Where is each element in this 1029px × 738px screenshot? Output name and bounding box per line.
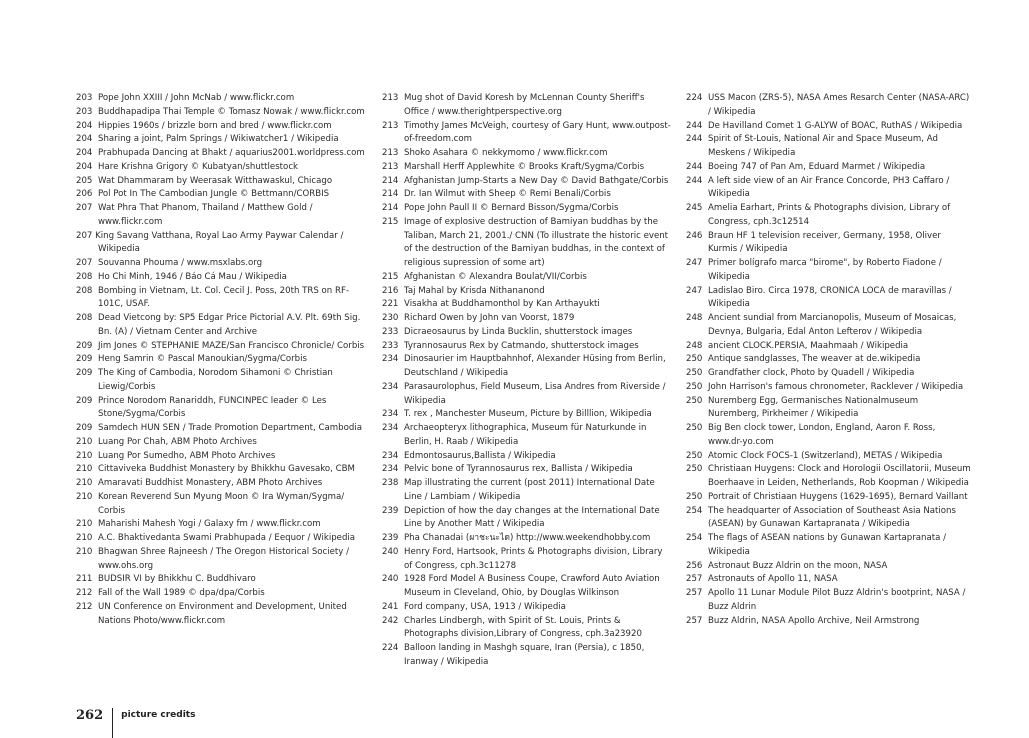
page-ref: 234 <box>382 381 399 392</box>
page-ref: 244 <box>686 175 703 186</box>
credit-entry <box>382 175 672 189</box>
credit-text: Edmontosaurus,Ballista / Wikipedia <box>404 450 556 461</box>
page-ref: 250 <box>686 423 703 433</box>
credit-entry <box>686 120 971 134</box>
credit-text: Dr. Ian Wilmut with Sheep © Remi Benali/Corbis <box>404 189 611 200</box>
credit-entry <box>686 381 971 395</box>
credit-text: Marshall Herff Applewhite © Brooks Kraft/Sygma/Corbis <box>404 161 645 172</box>
page-ref: 204 <box>76 161 93 172</box>
page-ref: 213 <box>382 148 399 158</box>
credit-entry <box>686 312 971 340</box>
credit-entry <box>76 147 366 161</box>
credit-text: Braun HF 1 television receiver, Germany, 1958, Oliver Kurmis / Wikipedia <box>708 230 941 255</box>
page-ref: 256 <box>686 560 703 571</box>
credit-text: Astronauts of Apollo 11, NASA <box>708 574 838 585</box>
credit-text: Ancient sundial from Marcianopolis, Museum of Mosaicas, Devnya, Bulgaria, Edal Anton Lefterov / Wikipedia <box>708 313 957 337</box>
credit-entry <box>686 92 971 120</box>
credit-entry <box>76 230 366 258</box>
credit-text: Dinosaurier im Hauptbahnhof, Alexander Hüsing from Berlin, Deutschland / Wikipedia <box>404 354 666 378</box>
credit-text: A left side view of an Air France Concorde, PH3 Caffaro / Wikipedia <box>708 175 950 200</box>
page-ref: 204 <box>76 148 93 158</box>
credit-entry <box>76 120 366 134</box>
credit-text: Nuremberg Egg, Germanisches Nationalmuseum Nuremberg, Pirkheimer / Wikipedia <box>708 395 919 420</box>
credit-text: John Harrison's famous chronometer, Racklever / Wikipedia <box>708 381 964 392</box>
credit-entry <box>76 133 366 147</box>
credit-entry <box>382 450 672 464</box>
credit-text: King Savang Vatthana, Royal Lao Army Paywar Calendar / Wikipedia <box>95 230 344 255</box>
credit-text: Sharing a joint, Palm Springs / Wikiwatcher1 / Wikipedia <box>98 134 339 145</box>
page-ref: 209 <box>76 395 93 406</box>
credit-entry <box>686 532 971 560</box>
credit-text: A.C. Bhaktivedanta Swami Prabhupada / Eequor / Wikipedia <box>98 533 356 543</box>
page-ref: 208 <box>76 285 93 296</box>
credit-text: Buzz Aldrin, NASA Apollo Archive, Neil Armstrong <box>708 615 920 626</box>
credit-entry <box>686 587 971 615</box>
page-ref: 214 <box>382 203 399 213</box>
credit-entry <box>382 477 672 505</box>
credit-entry <box>76 532 366 546</box>
page-ref: 203 <box>76 93 93 103</box>
credit-text: Pha Chanadai (ผาชะนะได) http://www.weekendhobby.com <box>404 533 651 543</box>
credit-text: Mug shot of David Koresh by McLennan County Sheriff's Office / www.therightperspective.org <box>404 93 645 117</box>
page-ref: 212 <box>76 588 93 598</box>
credit-entry <box>76 92 366 106</box>
credit-text: Depiction of how the day changes at the International Date Line by Another Matt / Wikipedia <box>404 505 660 530</box>
credit-entry <box>382 532 672 546</box>
page-ref: 250 <box>686 491 703 502</box>
credit-text: Pol Pot In The Cambodian Jungle © Bettmann/CORBIS <box>98 189 330 200</box>
credit-entry <box>382 573 672 601</box>
page-ref: 250 <box>686 368 703 378</box>
credit-entry <box>686 353 971 367</box>
credit-entry <box>382 147 672 161</box>
credit-text: UN Conference on Environment and Development, United Nations Photo/www.flickr.com <box>98 601 347 626</box>
credit-entry <box>76 546 366 574</box>
page-ref: 234 <box>382 464 399 475</box>
credits-column-3 <box>686 92 971 628</box>
page-ref: 215 <box>382 216 399 227</box>
credit-entry <box>686 463 971 491</box>
credit-text: Buddhapadipa Thai Temple © Tomasz Nowak / www.flickr.com <box>98 106 365 117</box>
credit-entry <box>382 326 672 340</box>
credits-column-2 <box>382 92 672 670</box>
credit-text: Map illustrating the current (post 2011) International Date Line / Lambiam / Wikipedia <box>404 478 655 502</box>
credit-entry <box>76 202 366 230</box>
credit-entry <box>382 408 672 422</box>
credit-entry <box>76 422 366 436</box>
page-ref: 210 <box>76 533 93 543</box>
credit-entry <box>686 175 971 203</box>
credit-text: Cittaviveka Buddhist Monastery by Bhikkhu Gavesako, CBM <box>98 464 355 475</box>
credit-entry <box>686 367 971 381</box>
credit-text: Wat Dhammaram by Weerasak Witthawaskul, Chicago <box>98 175 333 186</box>
credit-entry <box>382 216 672 271</box>
credit-entry <box>382 463 672 477</box>
page-ref: 257 <box>686 588 703 598</box>
page-ref: 257 <box>686 574 703 585</box>
page-ref: 210 <box>76 478 93 488</box>
credit-text: Pope John XXIII / John McNab / www.flickr.com <box>98 93 295 103</box>
credit-text: Fall of the Wall 1989 © dpa/dpa/Corbis <box>98 588 265 598</box>
page-ref: 238 <box>382 478 399 488</box>
credit-text: Afghanistan Jump-Starts a New Day © David Bathgate/Corbis <box>404 175 669 186</box>
page-ref: 234 <box>382 354 399 365</box>
credit-entry <box>76 353 366 367</box>
page-ref: 209 <box>76 340 93 351</box>
credit-text: USS Macon (ZRS-5), NASA Ames Resarch Center (NASA-ARC) / Wikipedia <box>708 93 970 117</box>
credit-entry <box>76 463 366 477</box>
credit-entry <box>382 601 672 615</box>
credit-entry <box>76 312 366 340</box>
credit-entry <box>686 422 971 450</box>
page-ref: 204 <box>76 120 93 131</box>
credit-text: Samdech HUN SEN / Trade Promotion Department, Cambodia <box>98 423 362 433</box>
page-ref: 210 <box>76 436 93 447</box>
page-ref: 250 <box>686 450 703 461</box>
credit-entry <box>686 560 971 574</box>
page-ref: 247 <box>686 285 703 296</box>
credit-entry <box>382 353 672 381</box>
credit-text: Korean Reverend Sun Myung Moon © Ira Wyman/Sygma/ Corbis <box>98 491 345 516</box>
credit-entry <box>382 340 672 354</box>
credit-text: Tyrannosaurus Rex by Catmando, shutterstock images <box>404 340 639 351</box>
page-ref: 205 <box>76 175 93 186</box>
page-ref: 239 <box>382 505 399 516</box>
credit-entry <box>76 436 366 450</box>
credit-text: Prince Norodom Ranariddh, FUNCINPEC leader © Les Stone/Sygma/Corbis <box>98 395 327 420</box>
credit-text: Dicraeosaurus by Linda Bucklin, shutterstock images <box>404 326 633 337</box>
page-ref: 210 <box>76 450 93 461</box>
page-ref: 208 <box>76 313 93 323</box>
credit-text: Spirit of St-Louis, National Air and Space Museum, Ad Meskens / Wikipedia <box>708 134 938 158</box>
credit-entry <box>686 615 971 629</box>
page-ref: 234 <box>382 423 399 433</box>
credit-entry <box>76 285 366 313</box>
credit-entry <box>686 395 971 423</box>
credit-text: Grandfather clock, Photo by Quadell / Wikipedia <box>708 368 915 378</box>
page-ref: 210 <box>76 519 93 530</box>
page-ref: 234 <box>382 450 399 461</box>
page-ref: 244 <box>686 134 703 145</box>
page-number: 262 <box>76 707 104 723</box>
page-ref: 207 <box>76 258 93 268</box>
credit-entry <box>76 587 366 601</box>
credit-text: Dead Vietcong by: SP5 Edgar Price Pictorial A.V. Plt. 69th Sig. Bn. (A) / Vietnam Center and Archive <box>98 313 361 337</box>
credit-text: Prabhupada Dancing at Bhakt / aquarius2001.worldpress.com <box>98 148 365 158</box>
credit-entry <box>686 133 971 161</box>
credit-text: Shoko Asahara © nekkymomo / www.flickr.com <box>404 148 608 158</box>
credit-text: Amelia Earhart, Prints & Photographs division, Library of Congress, cph.3c12514 <box>708 203 951 227</box>
page-ref: 221 <box>382 299 399 310</box>
credit-text: Balloon landing in Mashgh square, Iran (Persia), c 1850, Iranway / Wikipedia <box>404 643 645 667</box>
credit-entry <box>76 518 366 532</box>
page-ref: 210 <box>76 546 93 557</box>
credit-entry <box>382 312 672 326</box>
credit-text: Luang Por Chah, ABM Photo Archives <box>98 436 257 447</box>
credit-text: Apollo 11 Lunar Module Pilot Buzz Aldrin's bootprint, NASA / Buzz Aldrin <box>708 588 966 612</box>
page-ref: 254 <box>686 505 703 516</box>
page-ref: 208 <box>76 271 93 282</box>
page-ref: 230 <box>382 313 399 323</box>
credit-text: Pope John Paull II © Bernard Bisson/Sygma/Corbis <box>404 203 619 213</box>
credit-entry <box>382 546 672 574</box>
credit-text: Visakha at Buddhamonthol by Kan Arthayukti <box>404 299 600 310</box>
credit-entry <box>686 450 971 464</box>
page-ref: 239 <box>382 533 399 543</box>
credit-entry <box>382 642 672 670</box>
credit-entry <box>76 450 366 464</box>
credit-text: Wat Phra That Phanom, Thailand / Matthew Gold / www.flickr.com <box>98 203 313 227</box>
credit-text: Maharishi Mahesh Yogi / Galaxy fm / www.flickr.com <box>98 519 321 530</box>
credit-text: Antique sandglasses, The weaver at de.wikipedia <box>708 354 921 365</box>
credit-text: Portrait of Christiaan Huygens (1629-1695), Bernard Vaillant <box>708 491 968 502</box>
credit-entry <box>382 92 672 120</box>
credit-entry <box>686 257 971 285</box>
credit-text: Souvanna Phouma / www.msxlabs.org <box>98 258 263 268</box>
credit-text: Charles Lindbergh, with Spirit of St. Louis, Prints & Photographs division,Library of Congress, cph.3a23920 <box>404 615 642 640</box>
credit-text: 1928 Ford Model A Business Coupe, Crawford Auto Aviation Museum in Cleveland, Ohio, by Douglas Wilkinson <box>404 574 660 598</box>
page-ref: 250 <box>686 464 703 475</box>
credit-entry <box>76 491 366 519</box>
credit-entry <box>76 367 366 395</box>
credit-text: Jim Jones © STEPHANIE MAZE/San Francisco Chronicle/ Corbis <box>98 340 365 351</box>
credit-text: Astronaut Buzz Aldrin on the moon, NASA <box>708 560 888 571</box>
credit-text: BUDSIR VI by Bhikkhu C. Buddhivaro <box>98 574 256 585</box>
page-ref: 206 <box>76 189 93 200</box>
credit-entry <box>686 202 971 230</box>
page-ref: 257 <box>686 615 703 626</box>
credit-entry <box>382 120 672 148</box>
credit-text: Big Ben clock tower, London, England, Aaron F. Ross, www.dr-yo.com <box>708 423 936 447</box>
credit-text: Ladislao Biro. Circa 1978, CRONICA LOCA de maravillas / Wikipedia <box>708 285 952 310</box>
page-footer <box>76 700 195 730</box>
credit-text: De Havilland Comet 1 G-ALYW of BOAC, RuthAS / Wikipedia <box>708 120 963 131</box>
credit-entry <box>686 161 971 175</box>
page-ref: 204 <box>76 134 93 145</box>
credit-text: Image of explosive destruction of Bamiyan buddhas by the Taliban, March 21, 2001./ CNN (To illustrate the historic event of the destruction of the Bamiyan buddhas, in the context of religious supression of some art) <box>404 216 669 268</box>
credit-text: Parasaurolophus, Field Museum, Lisa Andres from Riverside / Wikipedia <box>404 381 666 406</box>
page-ref: 233 <box>382 340 399 351</box>
page-ref: 250 <box>686 381 703 392</box>
credit-text: Christiaan Huygens: Clock and Horologii Oscillatorii, Museum Boerhaave in Leiden, Netherlands, Rob Koopman / Wikipedia <box>708 464 971 488</box>
credit-entry <box>686 491 971 505</box>
credit-entry <box>76 188 366 202</box>
credit-entry <box>382 271 672 285</box>
credit-text: Bombing in Vietnam, Lt. Col. Cecil J. Poss, 20th TRS on RF-101C, USAF. <box>98 285 349 310</box>
credit-entry <box>382 505 672 533</box>
page-ref: 209 <box>76 354 93 365</box>
page-ref: 209 <box>76 368 93 378</box>
page-ref: 224 <box>686 93 703 103</box>
credit-entry <box>686 505 971 533</box>
page-ref: 210 <box>76 491 93 502</box>
page-ref: 241 <box>382 601 399 612</box>
page-ref: 212 <box>76 601 93 612</box>
credit-text: The King of Cambodia, Norodom Sihamoni © Christian Liewig/Corbis <box>98 368 333 392</box>
page-ref: 247 <box>686 258 703 268</box>
credit-entry <box>76 175 366 189</box>
credit-entry <box>76 340 366 354</box>
credit-text: Heng Samrin © Pascal Manoukian/Sygma/Corbis <box>98 354 307 365</box>
credit-entry <box>382 161 672 175</box>
page-ref: 207 <box>76 230 93 241</box>
credits-column-1 <box>76 92 366 628</box>
page-ref: 213 <box>382 93 399 103</box>
page-ref: 242 <box>382 615 399 626</box>
credit-entry <box>382 381 672 409</box>
page-ref: 216 <box>382 285 399 296</box>
credit-text: Afghanistan © Alexandra Boulat/VII/Corbis <box>404 271 587 282</box>
page-ref: 234 <box>382 409 399 420</box>
credit-text: Primer bolígrafo marca "birome", by Roberto Fiadone / Wikipedia <box>708 258 942 282</box>
credit-text: Ho Chi Minh, 1946 / Báo Cá Mau / Wikipedia <box>98 271 287 282</box>
page-ref: 240 <box>382 574 399 585</box>
credit-entry <box>382 298 672 312</box>
credit-text: Archaeopteryx lithographica, Museum für Naturkunde in Berlin, H. Raab / Wikipedia <box>404 423 647 447</box>
credit-text: Richard Owen by John van Voorst, 1879 <box>404 313 575 323</box>
credit-entry <box>76 161 366 175</box>
credit-text: Pelvic bone of Tyrannosaurus rex, Ballista / Wikipedia <box>404 464 633 475</box>
page-ref: 207 <box>76 203 93 213</box>
credit-entry <box>76 573 366 587</box>
credit-text: Hippies 1960s / brizzle born and bred / www.flickr.com <box>98 120 332 131</box>
credit-text: Amaravati Buddhist Monastery, ABM Photo Archives <box>98 478 323 488</box>
credit-text: Henry Ford, Hartsook, Prints & Photographs division, Library of Congress, cph.3c11278 <box>404 546 663 571</box>
credit-text: Taj Mahal by Krisda Nithananond <box>404 285 545 296</box>
credit-entry <box>76 477 366 491</box>
page-ref: 203 <box>76 106 93 117</box>
credit-entry <box>76 257 366 271</box>
credit-text: ancient CLOCK.PERSIA, Maahmaah / Wikipedia <box>708 340 909 351</box>
page-ref: 233 <box>382 326 399 337</box>
credit-text: The headquarter of Association of Southeast Asia Nations (ASEAN) by Gunawan Kartapranata / Wikipedia <box>708 505 956 530</box>
credit-text: Hare Krishna Grigory © Kubatyan/shuttlestock <box>98 161 299 172</box>
credit-entry <box>76 106 366 120</box>
page-ref: 248 <box>686 313 703 323</box>
credit-entry <box>382 422 672 450</box>
page-ref: 254 <box>686 533 703 543</box>
credit-text: Atomic Clock FOCS-1 (Switzerland), METAS / Wikipedia <box>708 450 943 461</box>
page-ref: 224 <box>382 643 399 653</box>
page-ref: 244 <box>686 120 703 131</box>
credit-entry <box>76 601 366 629</box>
page-ref: 250 <box>686 395 703 406</box>
page-ref: 248 <box>686 340 703 351</box>
credit-entry <box>382 202 672 216</box>
credit-text: Timothy James McVeigh, courtesy of Gary Hunt, www.outpost-of-freedom.com <box>404 120 671 145</box>
page-ref: 214 <box>382 189 399 200</box>
credit-entry <box>382 188 672 202</box>
page-ref: 246 <box>686 230 703 241</box>
credit-text: Ford company, USA, 1913 / Wikipedia <box>404 601 566 612</box>
footer-divider <box>112 708 113 738</box>
credit-entry <box>686 573 971 587</box>
section-label: picture credits <box>121 710 196 720</box>
credit-entry <box>76 395 366 423</box>
credit-entry <box>686 230 971 258</box>
page-ref: 245 <box>686 203 703 213</box>
page-ref: 214 <box>382 175 399 186</box>
page-ref: 210 <box>76 464 93 475</box>
page-ref: 213 <box>382 120 399 131</box>
credit-text: Bhagwan Shree Rajneesh / The Oregon Historical Society / www.ohs.org <box>98 546 350 571</box>
page-ref: 215 <box>382 271 399 282</box>
credit-entry <box>686 285 971 313</box>
credit-entry <box>382 615 672 643</box>
credit-entry <box>382 285 672 299</box>
page-ref: 244 <box>686 161 703 172</box>
page-ref: 213 <box>382 161 399 172</box>
page-ref: 240 <box>382 546 399 557</box>
page-ref: 209 <box>76 423 93 433</box>
page-ref: 250 <box>686 354 703 365</box>
credit-text: T. rex , Manchester Museum, Picture by Billlion, Wikipedia <box>404 409 652 420</box>
credit-text: Boeing 747 of Pan Am, Eduard Marmet / Wikipedia <box>708 161 926 172</box>
credit-text: The flags of ASEAN nations by Gunawan Kartapranata / Wikipedia <box>708 533 946 557</box>
credit-entry <box>76 271 366 285</box>
credit-entry <box>686 340 971 354</box>
credit-text: Luang Por Sumedho, ABM Photo Archives <box>98 450 276 461</box>
page-ref: 211 <box>76 574 93 585</box>
